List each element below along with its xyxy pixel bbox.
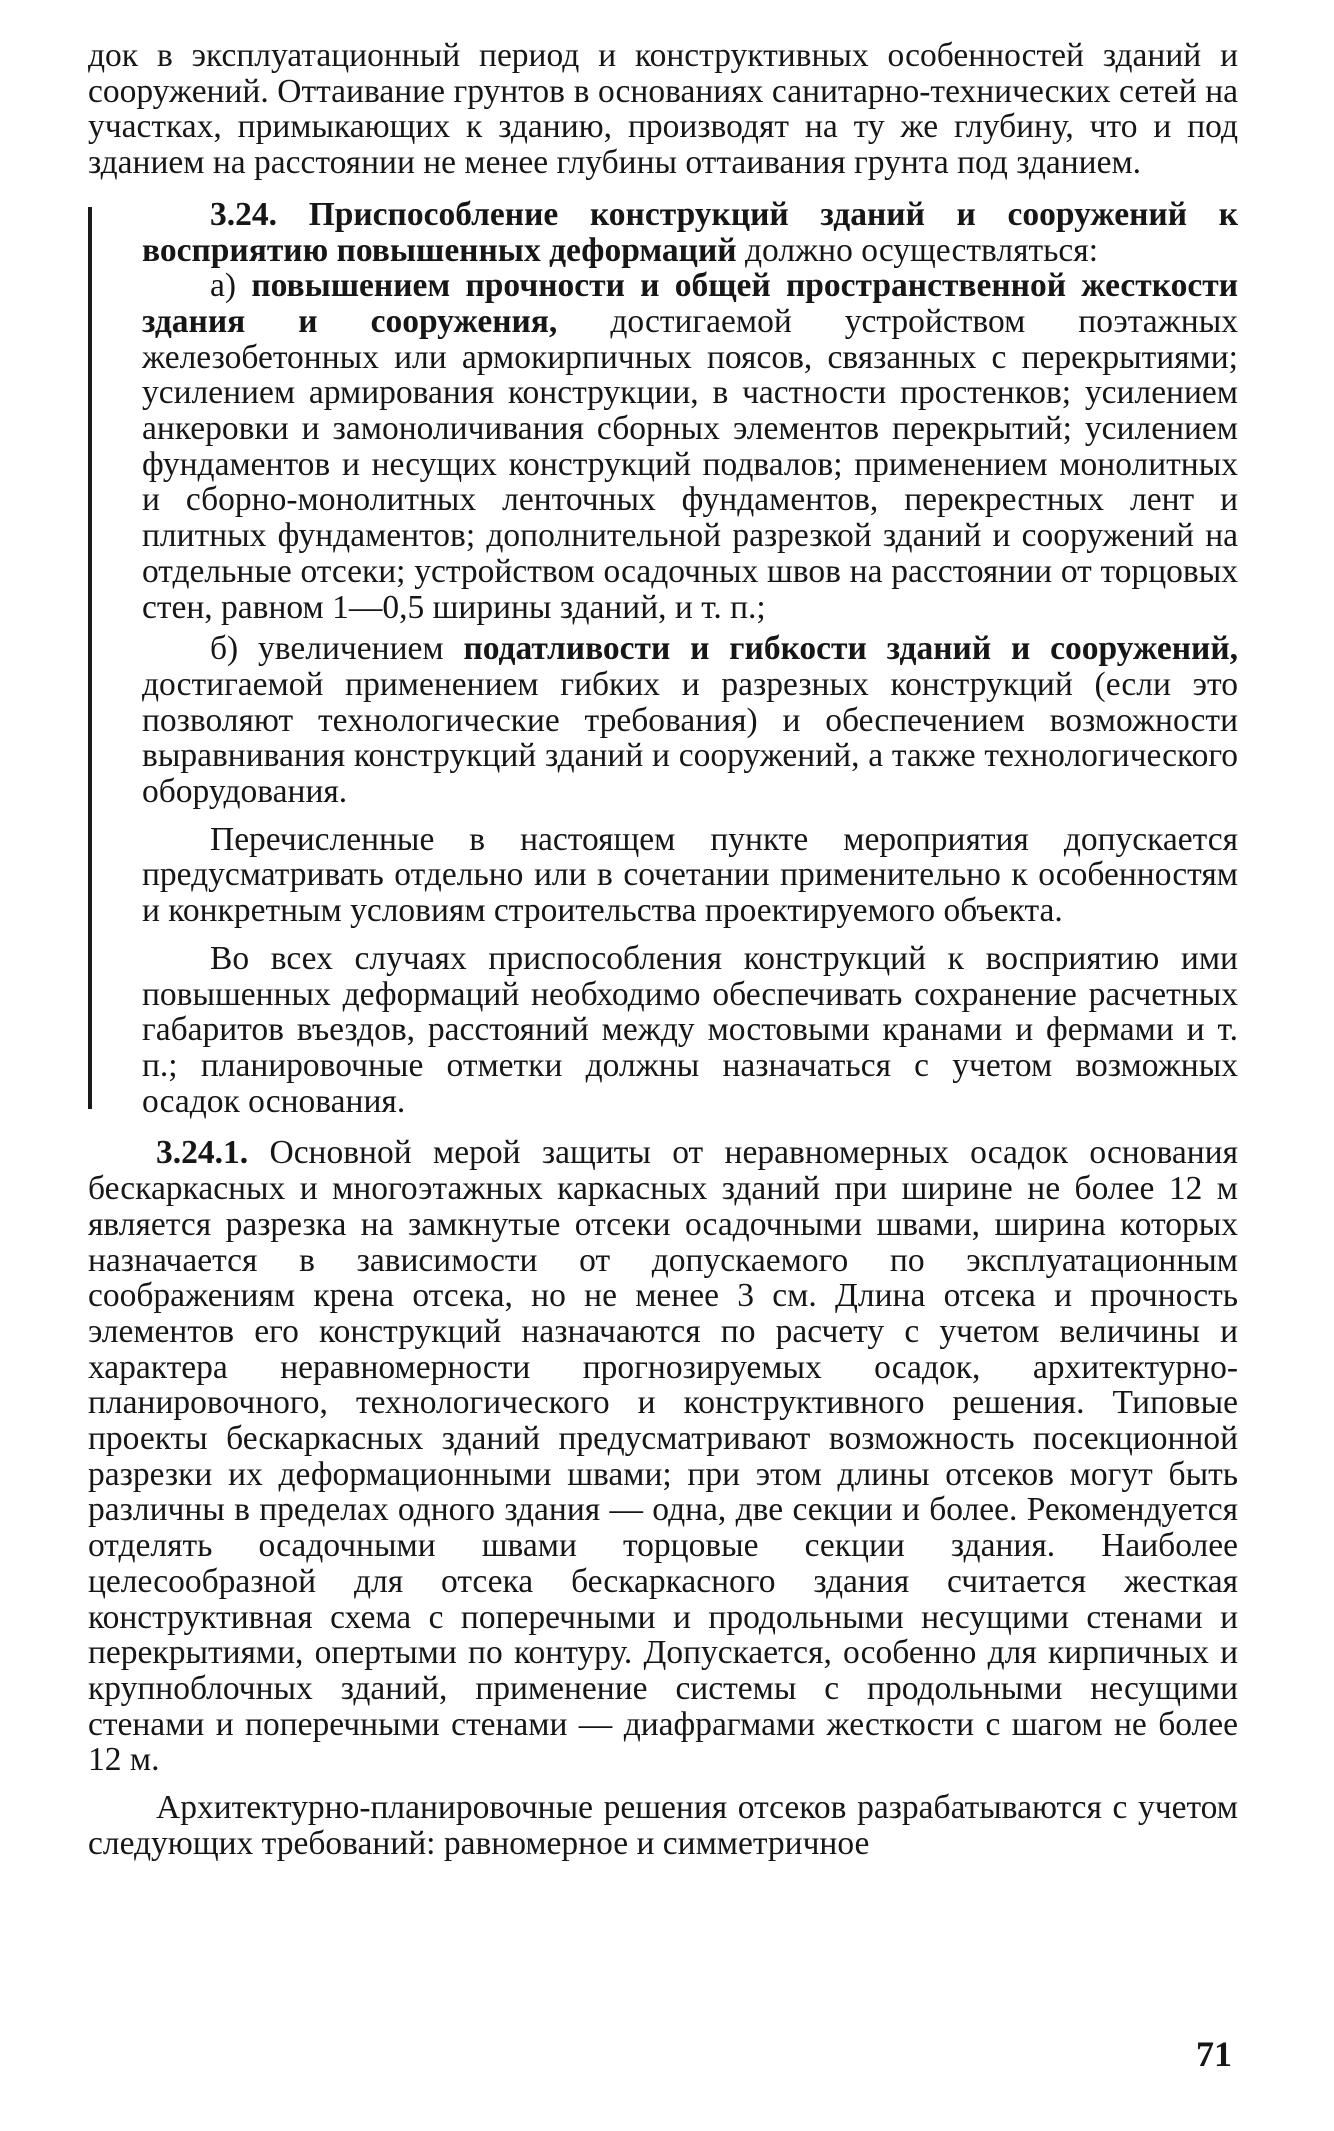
page-body	[88, 38, 1238, 1861]
subsection-number: 3.24.1.	[156, 1134, 249, 1172]
item-a-paragraph	[142, 268, 1238, 625]
section-heading-bold: Приспособление конструкций зданий и сооружений к восприятию повышенных деформаций	[142, 195, 1238, 269]
section-number: 3.24.	[210, 195, 277, 233]
item-b-bold: податливости и гибкости зданий и сооружений,	[463, 630, 1238, 668]
intro-paragraph: док в эксплуатационный период и конструктивных особенностей зданий и сооружений. Оттаивание грунтов в основаниях санитарно-технических сетей на участках, примыкающих к зданию, производят на ту же глубину, что и под зданием на расстоянии не менее глубины оттаивания грунта под зданием.	[88, 37, 1238, 182]
section-3-24-block	[88, 197, 1238, 1120]
page-number: 71	[1196, 2034, 1232, 2074]
item-b-text: достигаемой применением гибких и разрезных конструкций (если это позволяют технологические требования) и обеспечением возможности выравнивания конструкций зданий и сооружений, а также технологического оборудования.	[142, 665, 1238, 811]
section-3-24-heading	[142, 197, 1238, 268]
item-b-paragraph	[142, 631, 1238, 810]
closing-paragraph: Архитектурно-планировочные решения отсеков разрабатываются с учетом следующих требований: равномерное и симметричное	[88, 1789, 1238, 1862]
listed-measures-paragraph: Перечисленные в настоящем пункте мероприятия допускается предусматривать отдельно или в сочетании применительно к особенностям и конкретным условиям строительства проектируемого объекта.	[142, 820, 1238, 930]
item-b-prefix: б) увеличением	[210, 630, 444, 668]
subsection-text: Основной мерой защиты от неравномерных осадок основания бескаркасных и многоэтажных каркасных зданий при ширине не более 12 м является разрезка на замкнутые отсеки осадочными швами, ширина которых назначается в зависимости от допускаемого по эксплуатационным соображениям крена отсека, но не менее 3 см. Длина отсека и прочность элементов его конструкций назначаются по расчету с учетом величины и характера неравномерности прогнозируемых осадок, архитектурно-планировочного, технологического и конструктивного решения. Типовые проекты бескаркасных зданий предусматривают возможность посекционной разрезки их деформационными швами; при этом длины отсеков могут быть различны в пределах одного здания — одна, две секции и более. Рекомендуется отделять осадочными швами торцовые секции здания. Наиболее целесообразной для отсека бескаркасного здания считается жесткая конструктивная схема с поперечными и продольными несущими стенами и перекрытиями, опертыми по контуру. Допускается, особенно для кирпичных и крупноблочных зданий, применение системы с продольными несущими стенами и поперечными стенами — диафрагмами жесткости с шагом не более 12 м.	[88, 1134, 1238, 1779]
section-3-24-1-paragraph	[88, 1135, 1238, 1778]
item-a-prefix: а)	[210, 267, 237, 305]
item-a-bold: повышением прочности и общей пространственной жесткости здания и сооружения,	[142, 267, 1238, 340]
margin-change-bar	[88, 207, 92, 1110]
section-heading-rest: должно осуществляться:	[744, 231, 1099, 269]
item-a-text: достигаемой устройством поэтажных железобетонных или армокирпичных поясов, связанных с перекрытиями; усилением армирования конструкции, в частности простенков; усилением анкеровки и замоноличивания сборных элементов перекрытий; усилением фундаментов и несущих конструкций подвалов; применением монолитных и сборно-монолитных ленточных фундаментов, перекрестных лент и плитных фундаментов; дополнительной разрезкой зданий и сооружений на отдельные отсеки; устройством осадочных швов на расстоянии от торцовых стен, равном 1—0,5 ширины зданий, и т. п.;	[142, 302, 1238, 626]
all-cases-paragraph: Во всех случаях приспособления конструкций к восприятию ими повышенных деформаций необходимо обеспечивать сохранение расчетных габаритов въездов, расстояний между мостовыми кранами и фермами и т. п.; планировочные отметки должны назначаться с учетом возможных осадок основания.	[142, 939, 1238, 1120]
